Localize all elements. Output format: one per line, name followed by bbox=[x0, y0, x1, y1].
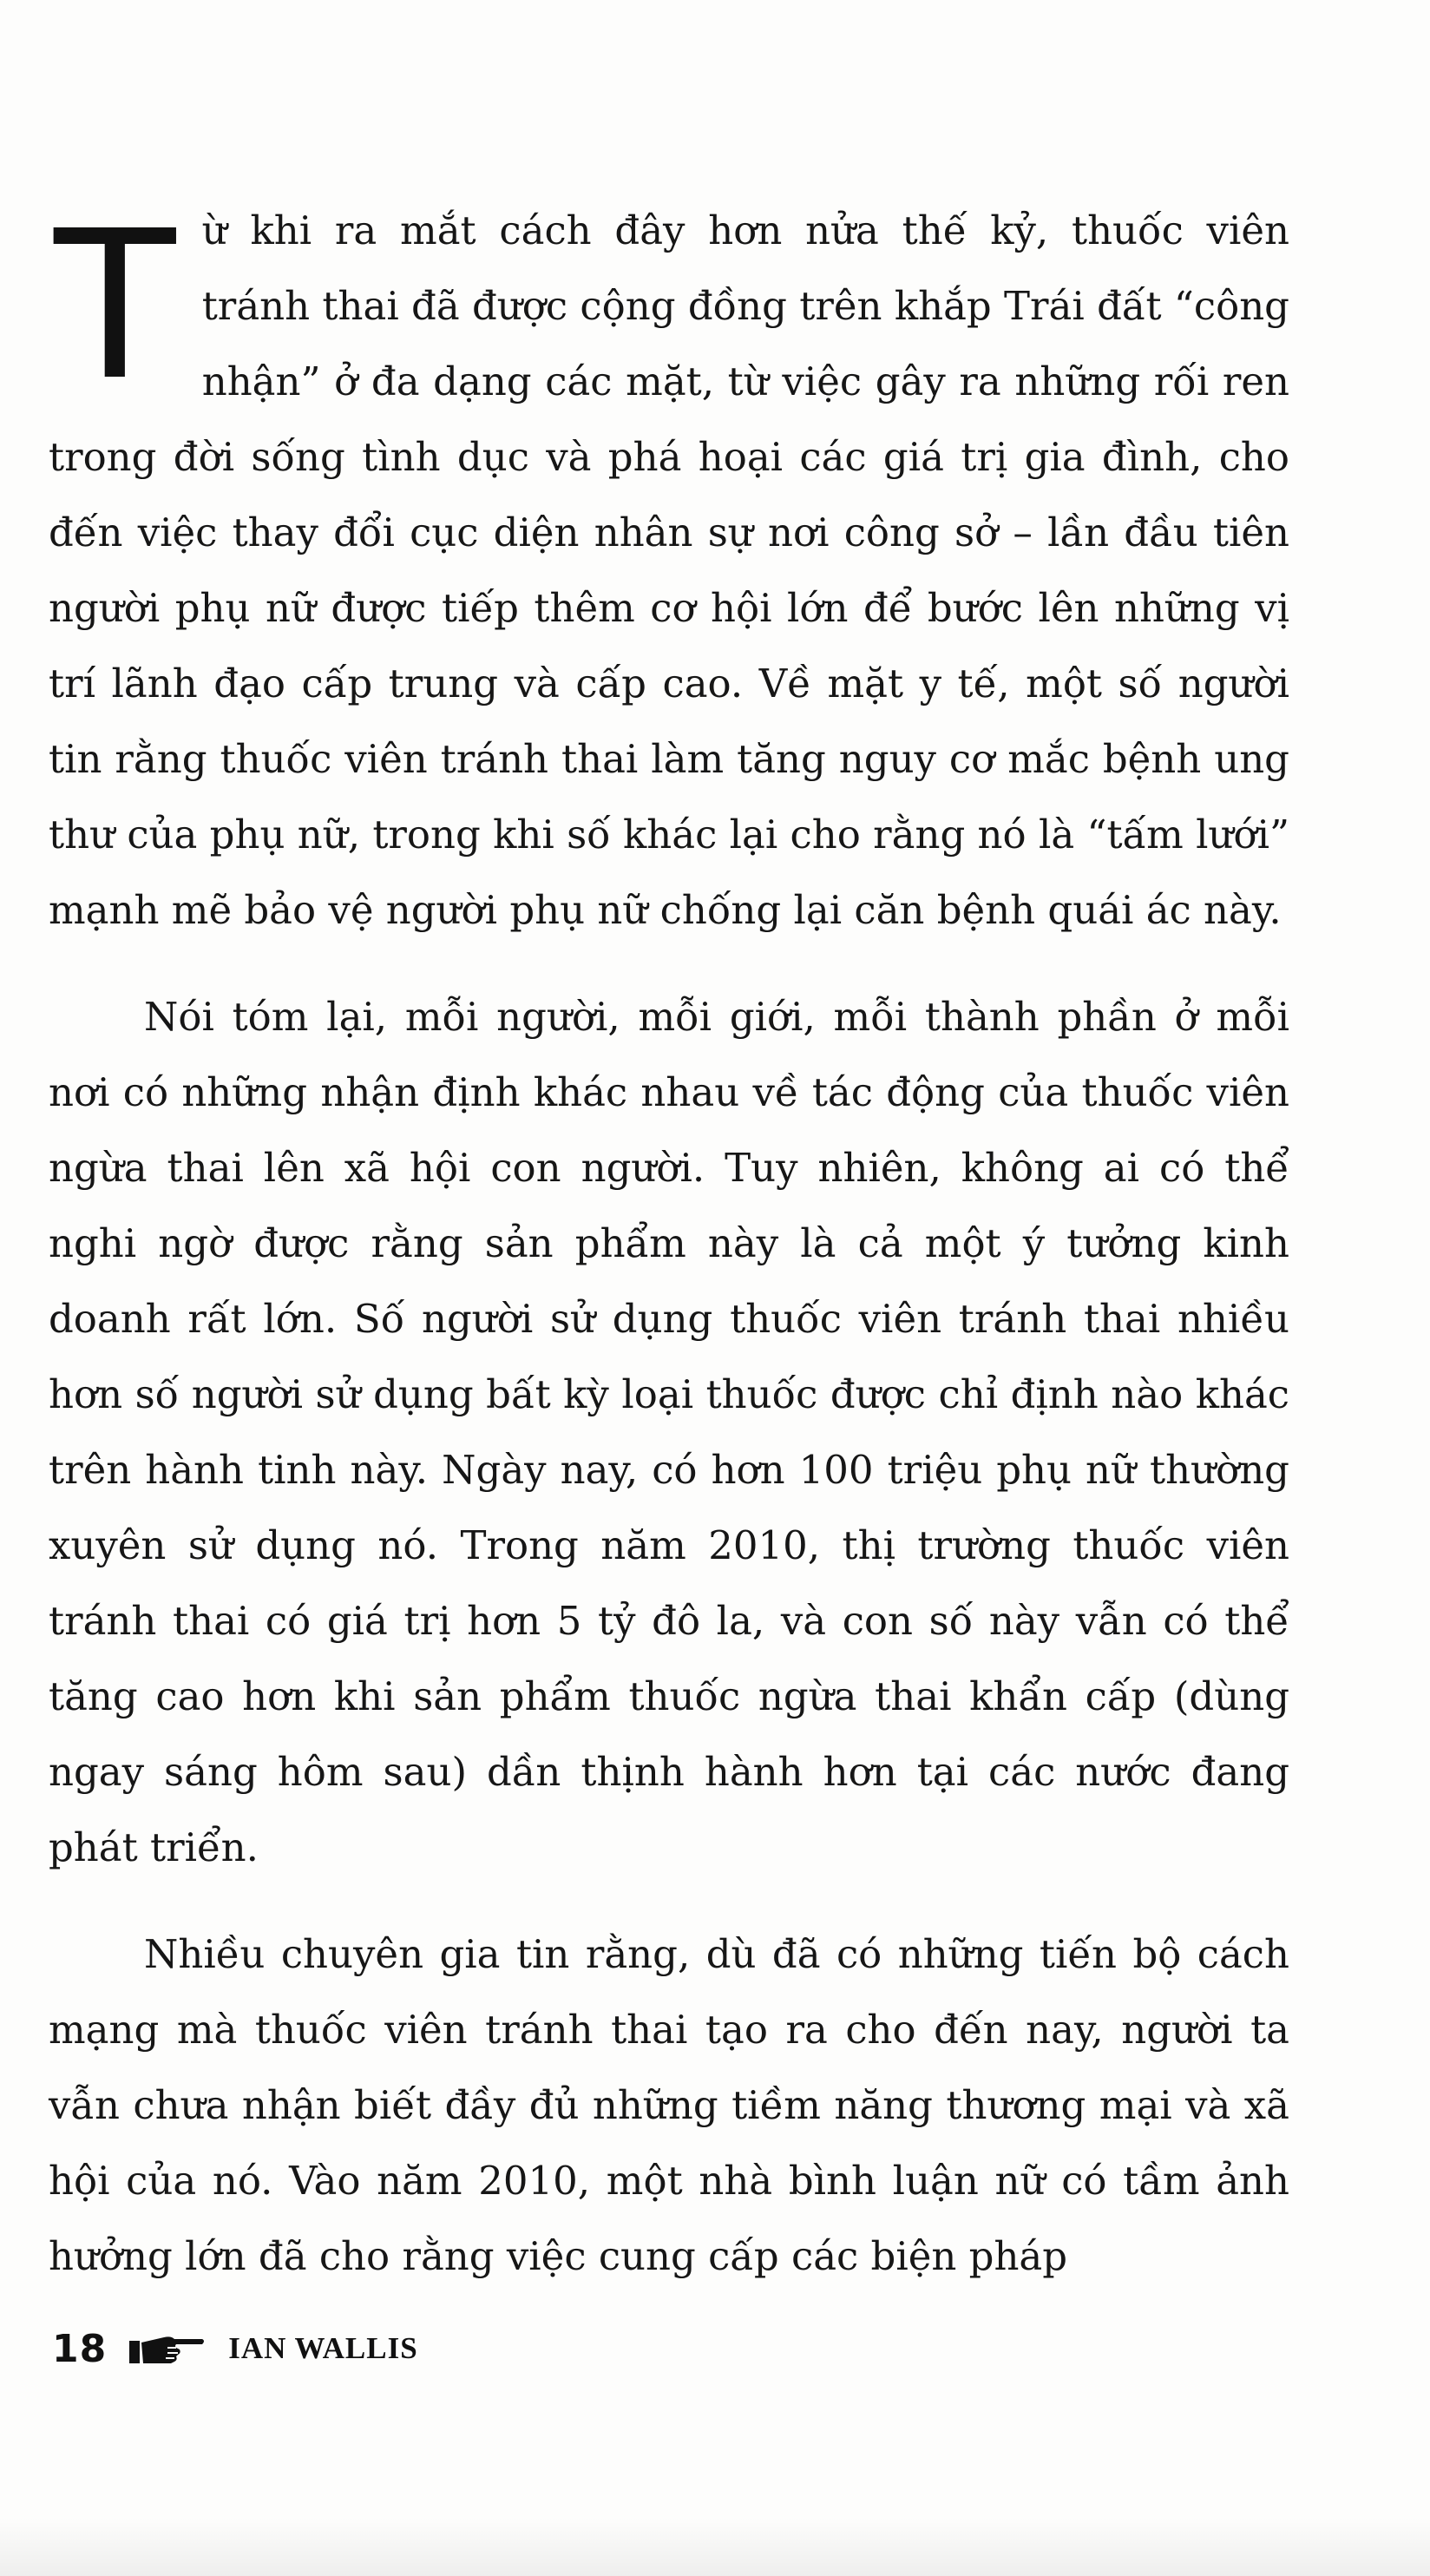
paragraph-3: Nhiều chuyên gia tin rằng, dù đã có những tiến bộ cách mạng mà thuốc viên tránh thai tạo ra cho đến nay, người ta vẫn chưa nhận biết đầy đủ những tiềm năng thương mại và xã hội của nó. Vào năm 2010, một nhà bình luận nữ có tầm ảnh hưởng lớn đã cho rằng việc cung cấp các biện pháp bbox=[49, 1931, 1289, 2279]
body-text bbox=[49, 181, 1289, 2294]
page-number: 18 bbox=[52, 2326, 108, 2371]
page-footer bbox=[52, 2323, 418, 2375]
drop-cap: T bbox=[49, 181, 181, 423]
paragraph-1 bbox=[49, 181, 1289, 948]
paragraph-1-text: ừ khi ra mắt cách đây hơn nửa thế kỷ, thuốc viên tránh thai đã được cộng đồng trên khắp Trái đất “công nhận” ở đa dạng các mặt, từ việc gây ra những rối ren trong đời sống tình dục và phá hoại các giá trị gia đình, cho đến việc thay đổi cục diện nhân sự nơi công sở – lần đầu tiên người phụ nữ được tiếp thêm cơ hội lớn để bước lên những vị trí lãnh đạo cấp trung và cấp cao. Về mặt y tế, một số người tin rằng thuốc viên tránh thai làm tăng nguy cơ mắc bệnh ung thư của phụ nữ, trong khi số khác lại cho rằng nó là “tấm lưới” mạnh mẽ bảo vệ người phụ nữ chống lại căn bệnh quái ác này. bbox=[49, 207, 1289, 933]
paragraph-2: Nói tóm lại, mỗi người, mỗi giới, mỗi thành phần ở mỗi nơi có những nhận định khác nhau về tác động của thuốc viên ngừa thai lên xã hội con người. Tuy nhiên, không ai có thể nghi ngờ được rằng sản phẩm này là cả một ý tưởng kinh doanh rất lớn. Số người sử dụng thuốc viên tránh thai nhiều hơn số người sử dụng bất kỳ loại thuốc được chỉ định nào khác trên hành tinh này. Ngày nay, có hơn 100 triệu phụ nữ thường xuyên sử dụng nó. Trong năm 2010, thị trường thuốc viên tránh thai có giá trị hơn 5 tỷ đô la, và con số này vẫn có thể tăng cao hơn khi sản phẩm thuốc ngừa thai khẩn cấp (dùng ngay sáng hôm sau) dần thịnh hành hơn tại các nước đang phát triển. bbox=[49, 994, 1289, 1870]
pointing-hand-icon bbox=[129, 2329, 206, 2369]
author-name: IAN WALLIS bbox=[228, 2331, 418, 2365]
page-edge-shadow bbox=[0, 2517, 1430, 2576]
